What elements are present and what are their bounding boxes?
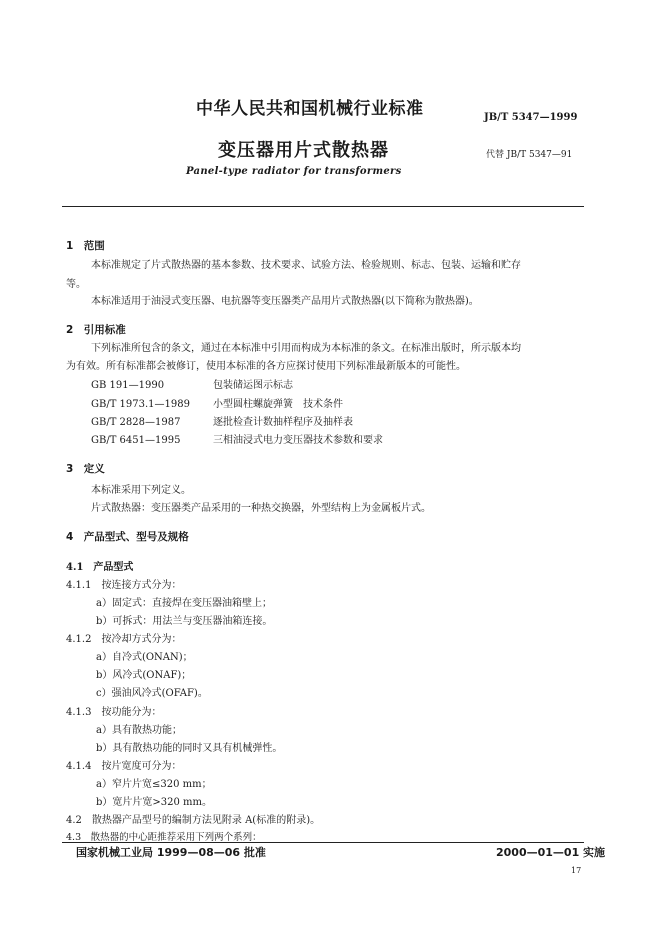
reference-name: 包装储运图示标志: [213, 380, 293, 391]
reference-number: GB/T 1973.1—1989: [91, 399, 190, 410]
reference-row: [91, 431, 383, 446]
clause-4-1-2-c: c）强油风冷式(OFAF)。: [96, 688, 208, 699]
clause-4-1: 4.1 产品型式: [66, 562, 134, 573]
reference-row: [91, 376, 293, 391]
reference-row: [91, 395, 343, 410]
clause-4-1-3-b: b）具有散热功能的同时又具有机械弹性。: [96, 743, 283, 754]
clause-4-1-4-a: a）窄片片宽≤320 mm；: [96, 779, 212, 790]
section-2-p1-line2: 为有效。所有标准都会被修订，使用本标准的各方应探讨使用下列标准最新版本的可能性。: [66, 361, 466, 372]
implementation-date: 2000—01—01 实施: [496, 846, 606, 859]
reference-number: GB/T 6451—1995: [91, 435, 181, 446]
reference-row: [91, 413, 353, 428]
clause-4-1-3-a: a）具有散热功能；: [96, 725, 182, 736]
page-number: 17: [571, 866, 582, 875]
standard-type: 中华人民共和国机械行业标准: [196, 99, 424, 119]
section-1-p1-line2: 等。: [66, 279, 86, 290]
section-4-heading: 4 产品型式、型号及规格: [66, 531, 189, 543]
section-2-heading: 2 引用标准: [66, 324, 126, 336]
clause-4-3: 4.3 散热器的中心距推荐采用下列两个系列：: [66, 832, 262, 843]
approval-date: 国家机械工业局 1999—08—06 批准: [76, 846, 266, 859]
replaces-code: 代替 JB/T 5347—91: [486, 150, 573, 160]
section-3-heading: 3 定义: [66, 463, 105, 475]
clause-4-1-3: 4.1.3 按功能分为：: [66, 707, 162, 718]
section-3-p2: 片式散热器：变压器类产品采用的一种热交换器，外型结构上为金属板片式。: [91, 503, 431, 514]
clause-4-1-1-a: a）固定式：直接焊在变压器油箱壁上；: [96, 598, 272, 609]
clause-4-1-2: 4.1.2 按冷却方式分为：: [66, 634, 182, 645]
standard-code: JB/T 5347—1999: [484, 112, 578, 123]
reference-name: 小型圆柱螺旋弹簧 技术条件: [213, 399, 343, 410]
reference-name: 三相油浸式电力变压器技术参数和要求: [213, 435, 383, 446]
reference-number: GB/T 2828—1987: [91, 417, 181, 428]
reference-name: 逐批检查计数抽样程序及抽样表: [213, 417, 353, 428]
clause-4-2: 4.2 散热器产品型号的编制方法见附录 A(标准的附录)。: [66, 815, 321, 826]
footer-rule: [62, 842, 584, 843]
clause-4-1-2-b: b）风冷式(ONAF)；: [96, 670, 192, 681]
header-rule: [62, 206, 584, 207]
clause-4-1-4-b: b）宽片片宽>320 mm。: [96, 797, 213, 808]
reference-number: GB 191—1990: [91, 380, 165, 391]
clause-4-1-4: 4.1.4 按片宽度可分为：: [66, 761, 182, 772]
section-3-p1: 本标准采用下列定义。: [91, 485, 191, 496]
clause-4-1-2-a: a）自冷式(ONAN)；: [96, 652, 193, 663]
clause-4-1-1: 4.1.1 按连接方式分为：: [66, 580, 182, 591]
section-1-heading: 1 范围: [66, 240, 105, 252]
clause-4-1-1-b: b）可拆式：用法兰与变压器油箱连接。: [96, 616, 273, 627]
english-title: Panel-type radiator for transformers: [186, 166, 402, 177]
document-title: 变压器用片式散热器: [218, 140, 389, 161]
section-1-p2: 本标准适用于油浸式变压器、电抗器等变压器类产品用片式散热器(以下简称为散热器)。: [91, 296, 479, 307]
section-2-p1-line1: 下列标准所包含的条文，通过在本标准中引用而构成为本标准的条文。在标准出版时，所示版本均: [91, 343, 521, 354]
section-1-p1-line1: 本标准规定了片式散热器的基本参数、技术要求、试验方法、检验规则、标志、包装、运输和贮存: [91, 260, 521, 271]
